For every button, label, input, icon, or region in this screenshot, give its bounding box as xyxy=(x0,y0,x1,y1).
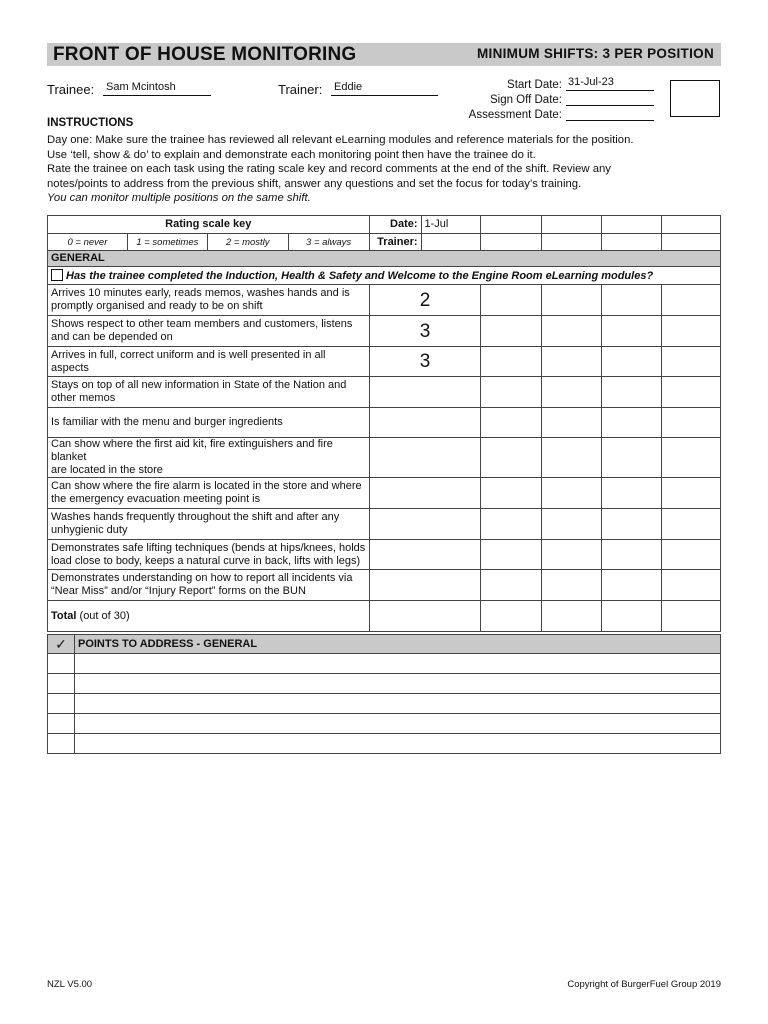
score-cell[interactable] xyxy=(602,570,662,601)
task-line: Can show where the fire alarm is located in the store and where xyxy=(51,480,362,492)
total-cell[interactable] xyxy=(369,601,481,632)
score-cell[interactable] xyxy=(369,408,481,438)
score-cell[interactable] xyxy=(602,408,662,438)
task-row xyxy=(48,540,721,570)
points-to-address-table xyxy=(47,634,721,754)
induction-question-text: Has the trainee completed the Induction, Health & Safety and Welcome to the Engine Room eLearning modules? xyxy=(66,269,654,282)
score-cell[interactable] xyxy=(369,438,481,478)
points-row xyxy=(48,714,721,734)
signature-box[interactable] xyxy=(670,80,720,117)
score-cell[interactable] xyxy=(602,478,662,509)
score-cell[interactable] xyxy=(542,478,602,509)
score-cell[interactable] xyxy=(542,540,602,570)
score-cell[interactable] xyxy=(481,316,542,347)
score-cell[interactable] xyxy=(662,540,721,570)
score-cell[interactable] xyxy=(369,478,481,509)
task-description xyxy=(48,408,370,438)
points-row xyxy=(48,654,721,674)
instruction-line: Use ‘tell, show & do’ to explain and demonstrate each monitoring point then have the trainee do it. xyxy=(47,148,536,161)
points-row xyxy=(48,694,721,714)
score-cell[interactable]: 3 xyxy=(369,347,481,377)
score-cell[interactable] xyxy=(662,347,721,377)
check-icon: ✓ xyxy=(48,635,75,654)
title-bar xyxy=(47,43,721,66)
score-cell[interactable]: 3 xyxy=(369,316,481,347)
task-row xyxy=(48,377,721,408)
task-list xyxy=(48,285,721,601)
score-cell[interactable] xyxy=(662,285,721,316)
task-description xyxy=(48,570,370,601)
score-cell[interactable] xyxy=(481,377,542,408)
sign-off-date-field[interactable] xyxy=(566,92,654,106)
task-line: Arrives 10 minutes early, reads memos, washes hands and is xyxy=(51,287,350,299)
task-description xyxy=(48,316,370,347)
task-row xyxy=(48,570,721,601)
score-cell[interactable] xyxy=(542,285,602,316)
copyright-label: Copyright of BurgerFuel Group 2019 xyxy=(567,979,721,990)
task-row xyxy=(48,408,721,438)
task-row xyxy=(48,509,721,540)
task-line: Can show where the first aid kit, fire extinguishers and fire blanket xyxy=(51,438,333,463)
points-note-cell[interactable] xyxy=(74,654,720,674)
score-cell[interactable] xyxy=(542,316,602,347)
score-cell[interactable] xyxy=(369,570,481,601)
task-description xyxy=(48,438,370,478)
trainer-label: Trainer: xyxy=(278,82,323,97)
score-cell[interactable] xyxy=(481,570,542,601)
total-rest: (out of 30) xyxy=(76,609,130,622)
task-line: Shows respect to other team members and customers, listens xyxy=(51,318,353,330)
total-cell[interactable] xyxy=(481,601,542,632)
score-cell[interactable] xyxy=(602,438,662,478)
score-cell[interactable] xyxy=(481,408,542,438)
score-cell[interactable] xyxy=(602,316,662,347)
score-cell[interactable] xyxy=(662,478,721,509)
score-cell[interactable] xyxy=(481,285,542,316)
score-cell[interactable] xyxy=(481,438,542,478)
task-description xyxy=(48,377,370,408)
points-row xyxy=(48,674,721,694)
minimum-shifts-label: MINIMUM SHIFTS: 3 PER POSITION xyxy=(476,46,714,61)
rating-key-sometimes: 1 = sometimes xyxy=(127,234,207,251)
score-cell[interactable] xyxy=(662,509,721,540)
score-cell[interactable] xyxy=(542,570,602,601)
points-check-cell[interactable] xyxy=(48,734,75,754)
task-description xyxy=(48,285,370,316)
start-date-field[interactable] xyxy=(566,77,654,91)
task-row xyxy=(48,438,721,478)
induction-checkbox[interactable] xyxy=(51,269,63,281)
task-line: Arrives in full, correct uniform and is well presented in all aspects xyxy=(51,348,326,374)
task-line: load close to body, keeps a natural curve in back, lifts with legs) xyxy=(51,554,361,567)
total-bold: Total xyxy=(51,609,77,622)
score-cell[interactable] xyxy=(662,408,721,438)
instruction-note: You can monitor multiple positions on the same shift. xyxy=(47,192,311,204)
task-line: Stays on top of all new information in State of the Nation and xyxy=(51,379,347,391)
total-label xyxy=(48,601,370,632)
date-cell[interactable] xyxy=(481,216,542,234)
score-cell[interactable] xyxy=(542,347,602,377)
score-cell[interactable] xyxy=(369,509,481,540)
task-line: the emergency evacuation meeting point is xyxy=(51,493,261,505)
points-note-cell[interactable] xyxy=(74,694,720,714)
score-cell[interactable] xyxy=(542,438,602,478)
sign-off-date-label: Sign Off Date: xyxy=(489,94,562,106)
task-line: Is familiar with the menu and burger ingredients xyxy=(51,416,283,428)
trainee-value: Sam Mcintosh xyxy=(106,81,176,93)
monitoring-table xyxy=(47,215,721,632)
score-cell[interactable]: 2 xyxy=(369,285,481,316)
task-line: “Near Miss” and/or “Injury Report” forms on the BUN xyxy=(51,585,306,597)
trainer-cell[interactable] xyxy=(421,234,481,251)
date-cell[interactable] xyxy=(542,216,602,234)
score-cell[interactable] xyxy=(662,438,721,478)
points-row xyxy=(48,734,721,754)
trainer-cell[interactable] xyxy=(602,234,662,251)
points-note-cell[interactable] xyxy=(74,734,720,754)
instruction-line: notes/points to address from the previous shift, answer any questions and set the focus for today’s training. xyxy=(47,177,582,190)
task-line: other memos xyxy=(51,392,116,404)
task-line: are located in the store xyxy=(51,464,163,476)
page-title: FRONT OF HOUSE MONITORING xyxy=(53,44,357,65)
total-cell[interactable] xyxy=(602,601,662,632)
total-cell[interactable] xyxy=(542,601,602,632)
general-section-header: GENERAL xyxy=(48,251,721,267)
trainee-label: Trainee: xyxy=(47,82,95,97)
score-cell[interactable] xyxy=(602,285,662,316)
score-cell[interactable] xyxy=(662,316,721,347)
assessment-date-label: Assessment Date: xyxy=(468,109,562,121)
date-cell[interactable] xyxy=(662,216,721,234)
score-cell[interactable] xyxy=(602,509,662,540)
score-cell[interactable] xyxy=(481,347,542,377)
trainer-field[interactable] xyxy=(331,82,438,96)
score-cell[interactable] xyxy=(542,509,602,540)
task-description xyxy=(48,540,370,570)
task-line: unhygienic duty xyxy=(51,524,128,536)
instructions-heading: INSTRUCTIONS xyxy=(47,117,134,129)
start-date-label: Start Date: xyxy=(507,79,562,91)
score-cell[interactable] xyxy=(602,540,662,570)
task-line: promptly organised and ready to be on shift xyxy=(51,300,263,312)
task-line: Washes hands frequently throughout the shift and after any xyxy=(51,511,340,523)
rating-key-never: 0 = never xyxy=(48,234,128,251)
date-cell[interactable] xyxy=(602,216,662,234)
points-check-cell[interactable] xyxy=(48,694,75,714)
start-date-value: 31-Jul-23 xyxy=(568,76,614,88)
points-check-cell[interactable] xyxy=(48,654,75,674)
task-line: and can be depended on xyxy=(51,331,173,343)
trainer-cell[interactable] xyxy=(662,234,721,251)
date-cell[interactable]: 1-Jul xyxy=(421,216,481,234)
task-description xyxy=(48,478,370,509)
points-note-cell[interactable] xyxy=(74,674,720,694)
rating-key-always: 3 = always xyxy=(288,234,369,251)
score-cell[interactable] xyxy=(662,377,721,408)
version-label: NZL V5.00 xyxy=(47,979,93,990)
task-description xyxy=(48,509,370,540)
rating-scale-key-title: Rating scale key xyxy=(48,216,370,234)
score-cell[interactable] xyxy=(602,347,662,377)
score-cell[interactable] xyxy=(542,377,602,408)
trainer-value: Eddie xyxy=(334,81,363,93)
rating-key-mostly: 2 = mostly xyxy=(207,234,288,251)
task-line: Demonstrates safe lifting techniques (bends at hips/knees, holds xyxy=(51,541,366,554)
score-cell[interactable] xyxy=(481,478,542,509)
trainer-cell[interactable] xyxy=(542,234,602,251)
points-rows xyxy=(48,654,721,754)
score-cell[interactable] xyxy=(662,570,721,601)
instruction-line: Day one: Make sure the trainee has reviewed all relevant eLearning modules and reference materials for the position. xyxy=(47,134,634,146)
trainer-cell[interactable] xyxy=(481,234,542,251)
score-cell[interactable] xyxy=(369,540,481,570)
task-row xyxy=(48,285,721,316)
task-line: Demonstrates understanding on how to report all incidents via xyxy=(51,572,353,584)
points-check-cell[interactable] xyxy=(48,714,75,734)
task-row xyxy=(48,316,721,347)
score-cell[interactable] xyxy=(542,408,602,438)
points-note-cell[interactable] xyxy=(74,714,720,734)
task-description xyxy=(48,347,370,377)
points-check-cell[interactable] xyxy=(48,674,75,694)
induction-question xyxy=(48,267,721,285)
total-cell[interactable] xyxy=(662,601,721,632)
trainer-row-label: Trainer: xyxy=(369,234,421,251)
date-label: Date: xyxy=(369,216,421,234)
task-row xyxy=(48,347,721,377)
score-cell[interactable] xyxy=(481,540,542,570)
score-cell[interactable] xyxy=(481,509,542,540)
points-to-address-heading: POINTS TO ADDRESS - GENERAL xyxy=(74,635,720,654)
score-cell[interactable] xyxy=(369,377,481,408)
assessment-date-field[interactable] xyxy=(566,107,654,121)
score-cell[interactable] xyxy=(602,377,662,408)
instruction-line: Rate the trainee on each task using the rating scale key and record comments at the end of the shift. Review any xyxy=(47,163,611,175)
trainee-field[interactable] xyxy=(103,82,211,96)
task-row xyxy=(48,478,721,509)
